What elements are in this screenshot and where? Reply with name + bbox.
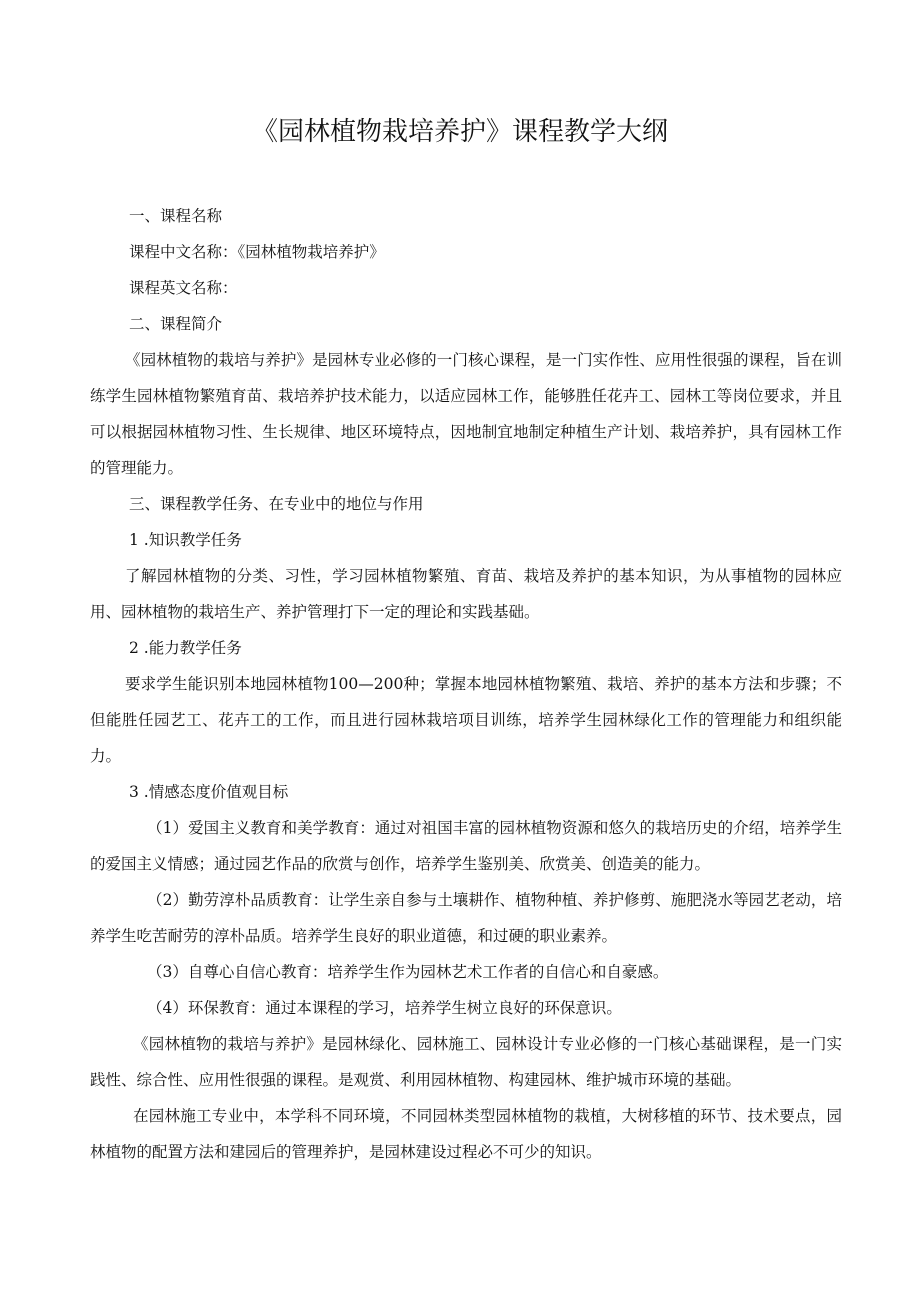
goal-item: （3）自尊心自信心教育：培养学生作为园林艺术工作者的自信心和自豪感。 [147, 963, 669, 981]
document-title: 《园林植物栽培养护》课程教学大纲 [251, 117, 668, 147]
document-body [90, 198, 842, 1170]
ability-task-paragraph: 要求学生能识别本地园林植物100—200种；掌握本地园林植物繁殖、栽培、养护的基本方法和步骤；不但能胜任园艺工、花卉工的工作，而且进行园林栽培项目训练，培养学生园林绿化工作的管理能力和组织能力。 [90, 675, 842, 765]
goal-item: （2）勤劳淳朴品质教育：让学生亲自参与土壤耕作、植物种植、养护修剪、施肥浇水等园艺老动，培养学生吃苦耐劳的淳朴品质。培养学生良好的职业道德，和过硬的职业素养。 [90, 891, 842, 945]
section-heading-teaching-tasks: 三、课程教学任务、在专业中的地位与作用 [129, 495, 424, 513]
goal-item: （1）爱国主义教育和美学教育：通过对祖国丰富的园林植物资源和悠久的栽培历史的介绍，培养学生的爱国主义情感；通过园艺作品的欣赏与创作，培养学生鉴别美、欣赏美、创造美的能力。 [90, 819, 842, 873]
closing-paragraph-2: 在园林施工专业中，本学科不同环境，不同园林类型园林植物的栽植，大树移植的环节、技术要点，园林植物的配置方法和建园后的管理养护，是园林建设过程必不可少的知识。 [90, 1107, 842, 1161]
section-heading-course-intro: 二、课程简介 [129, 315, 223, 333]
course-english-name: 课程英文名称： [129, 279, 238, 297]
ability-task-heading: 2 .能力教学任务 [129, 639, 242, 657]
goal-item: （4）环保教育：通过本课程的学习，培养学生树立良好的环保意识。 [147, 999, 622, 1017]
section-heading-course-name: 一、课程名称 [129, 207, 223, 225]
values-goal-heading: 3 .情感态度价值观目标 [129, 783, 289, 801]
knowledge-task-heading: 1 .知识教学任务 [129, 531, 242, 549]
knowledge-task-paragraph: 了解园林植物的分类、习性，学习园林植物繁殖、育苗、栽培及养护的基本知识，为从事植物的园林应用、园林植物的栽培生产、养护管理打下一定的理论和实践基础。 [90, 567, 842, 621]
course-intro-paragraph: 《园林植物的栽培与养护》是园林专业必修的一门核心课程，是一门实作性、应用性很强的课程，旨在训练学生园林植物繁殖育苗、栽培养护技术能力，以适应园林工作，能够胜任花卉工、园林工等岗位要求，并且可以根据园林植物习性、生长规律、地区环境特点，因地制宜地制定种植生产计划、栽培养护，具有园林工作的管理能力。 [90, 351, 842, 477]
closing-paragraph-1: 《园林植物的栽培与养护》是园林绿化、园林施工、园林设计专业必修的一门核心基础课程，是一门实践性、综合性、应用性很强的课程。是观赏、利用园林植物、构建园林、维护城市环境的基础。 [90, 1035, 842, 1089]
course-chinese-name: 课程中文名称：《园林植物栽培养护》 [129, 243, 385, 261]
